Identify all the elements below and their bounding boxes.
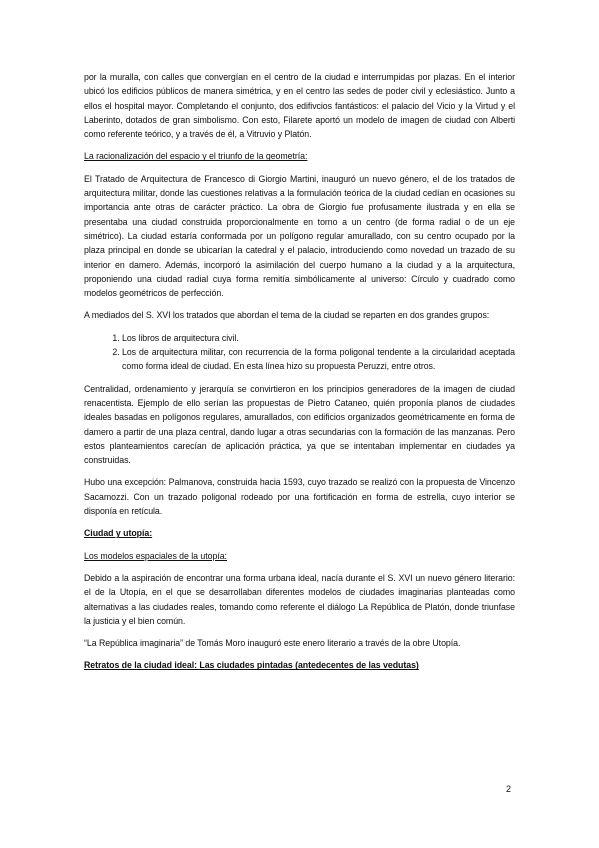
page-number: 2 — [506, 784, 512, 794]
subheading-modelos-espaciales: Los modelos espaciales de la utopía: — [84, 550, 227, 561]
paragraph-palmanova: Hubo una excepción: Palmanova, construida hacia 1593, cuyo trazado se realizó con la propuesta de Vincenzo Sacamozzi. Con un trazado poligonal rodeado por una fortificación en forma de estrella, cuyo interior se disponía en retícula. — [84, 477, 515, 517]
section-heading-retratos: Retratos de la ciudad ideal: Las ciudades pintadas (antedecentes de las vedutas) — [84, 660, 419, 671]
list-item: 1. Los libros de arquitectura civil. — [122, 331, 515, 345]
page-content — [84, 70, 515, 681]
paragraph-centralidad: Centralidad, ordenamiento y jerarquía se convirtieron en los principios generadores de la imagen de ciudad renacentista. Ejemplo de ello serían las propuestas de Pietro Cataneo, quién proponía planos de ciudades ideales basadas en polígonos regulares, amurallados, con edificios organizados geométricamente en forma de damero a partir de una plaza central, dando lugar a otras secundarias con la formación de las manzanas. Pero estos planteamientos carecían de aplicación práctica, ya que se intentaban implementar en ciudades ya construidas. — [84, 383, 515, 466]
paragraph-mediados-xvi: A mediados del S. XVI los tratados que abordan el tema de la ciudad se reparten en dos grandes grupos: — [84, 310, 490, 321]
paragraph-tratado-giorgio: El Tratado de Arquitectura de Francesco di Giorgio Martini, inauguró un nuevo género, el de los tratados de arquitectura militar, donde las cuestiones relativas a la formulación teórica de la ciudad cedían en ocasiones su importancia ante otras de carácter práctico. La obra de Giorgio fue profusamente ilustrada y en ella se presentaba una ciudad construida proporcionalmente en torno a un centro (de forma radial o de un eje simétrico). La ciudad estaría conformada por un polígono regular amurallado, con su centro ocupado por la plaza principal en donde se ubicarían la catedral y el palacio, introduciendo como novedad un trazado de su interior en damero. Además, incorporó la asimilación del cuerpo humano a la ciudad y a la arquitectura, proponiendo una ciudad radial cuya forma remitía simbólicamente al universo: Círculo y cuadrado como modelos geométricos de perfección. — [84, 173, 515, 299]
section-heading-ciudad-utopia: Ciudad y utopía: — [84, 528, 153, 539]
list-item: 2. Los de arquitectura militar, con recurrencia de la forma poligonal tendente a la circularidad aceptada como forma ideal de ciudad. En esta línea hizo su propuesta Peruzzi, entre otros. — [122, 345, 515, 374]
section-heading-geometria: La racionalización del espacio y el triunfo de la geometría: — [84, 151, 308, 162]
intro-paragraph: por la muralla, con calles que convergían en el centro de la ciudad e interrumpidas por plazas. En el interior ubicó los edificios públicos de manera simétrica, y en el centro las sedes de poder civil y eclesiástico. Junto a ellos el hospital mayor. Completando el conjunto, dos edifivcios fantásticos: el palacio del Vicio y la Virtud y el Laberinto, dotados de gran simbolismo. Con esto, Filarete aportó un modelo de imagen de ciudad con Alberti como referente teórico, y a través de él, a Vitruvio y Platón. — [84, 72, 515, 140]
tratados-list — [84, 331, 515, 374]
paragraph-utopia: Debido a la aspiración de encontrar una forma urbana ideal, nacía durante el S. XVI un nuevo género literario: el de la Utopía, en el que se desarrollaban diferentes modelos de ciudades imaginarias planteadas como alternativas a las ciudades reales, tomando como referente el diálogo La República de Platón, donde triunfase la justicia y el bien común. — [84, 572, 515, 626]
paragraph-republica-imaginaria: “La República imaginaria” de Tomás Moro inauguró este enero literario a través de la obre Utopía. — [84, 638, 461, 649]
